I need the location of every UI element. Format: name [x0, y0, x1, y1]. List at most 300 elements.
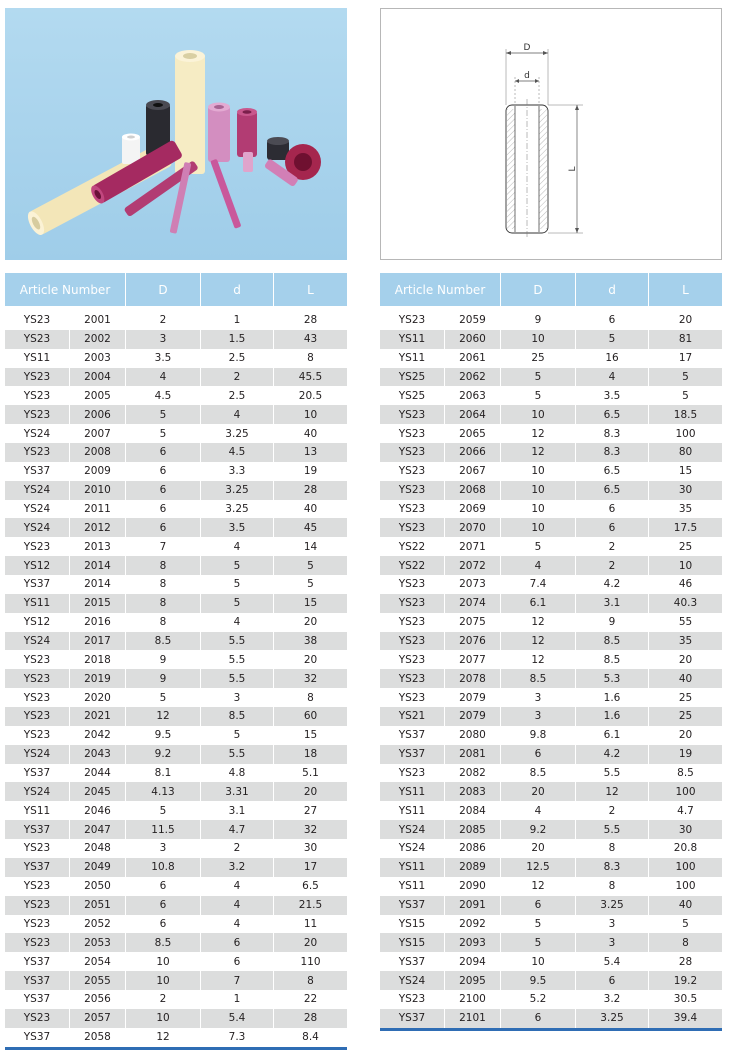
length-cell: 17 — [678, 352, 693, 365]
article-number-cell: 2084 — [445, 801, 501, 820]
article-number-cell: 2075 — [445, 613, 501, 632]
outer-diameter-cell: 7.4 — [501, 575, 576, 594]
table-row — [5, 349, 347, 368]
outer-diameter-cell: 6 — [126, 500, 201, 519]
material-cell: YS23 — [380, 462, 445, 481]
article-number-cell: 2100 — [445, 990, 501, 1009]
inner-diameter-cell: 8 — [576, 877, 649, 896]
article-number-cell: 2067 — [445, 462, 501, 481]
article-number-cell: 2010 — [70, 481, 126, 500]
article-number-cell: 2081 — [445, 745, 501, 764]
outer-diameter-cell: 8 — [126, 594, 201, 613]
material-cell: YS11 — [5, 801, 70, 820]
outer-diameter-cell: 12 — [501, 877, 576, 896]
inner-diameter-cell: 6.5 — [576, 481, 649, 500]
inner-diameter-cell: 1.6 — [576, 688, 649, 707]
length-cell: 25 — [678, 540, 693, 553]
outer-diameter-cell: 6.1 — [501, 594, 576, 613]
material-cell: YS11 — [380, 858, 445, 877]
outer-diameter-cell: 10 — [501, 518, 576, 537]
length-cell: 100 — [675, 427, 696, 440]
article-number-cell: 2017 — [70, 632, 126, 651]
outer-diameter-cell: 10.8 — [126, 858, 201, 877]
outer-diameter-cell: 3 — [501, 688, 576, 707]
material-cell: YS25 — [380, 386, 445, 405]
length-cell: 35 — [678, 635, 693, 648]
article-number-cell: 2014 — [70, 556, 126, 575]
table-row — [5, 820, 347, 839]
article-number-cell: 2021 — [70, 707, 126, 726]
outer-diameter-cell: 6 — [126, 518, 201, 537]
length-cell: 17 — [303, 861, 318, 874]
article-number-cell: 2012 — [70, 518, 126, 537]
outer-diameter-cell: 3 — [126, 839, 201, 858]
material-cell: YS25 — [380, 368, 445, 387]
outer-diameter-cell: 3 — [501, 707, 576, 726]
table-row — [380, 782, 722, 801]
article-number-cell: 2048 — [70, 839, 126, 858]
outer-diameter-cell: 10 — [501, 462, 576, 481]
article-number-cell: 2050 — [70, 877, 126, 896]
material-cell: YS24 — [5, 782, 70, 801]
length-cell: 35 — [678, 503, 693, 516]
outer-diameter-cell: 4.13 — [126, 782, 201, 801]
table-row — [5, 933, 347, 952]
outer-diameter-cell: 9.5 — [501, 971, 576, 990]
material-cell: YS37 — [5, 820, 70, 839]
table-row — [380, 518, 722, 537]
material-cell: YS23 — [380, 311, 445, 330]
article-number-cell: 2042 — [70, 726, 126, 745]
table-row — [5, 481, 347, 500]
outer-diameter-cell: 10 — [126, 952, 201, 971]
table-row — [5, 462, 347, 481]
outer-diameter-cell: 5 — [126, 688, 201, 707]
length-cell: 60 — [303, 710, 318, 723]
table-row — [5, 782, 347, 801]
material-cell: YS24 — [5, 481, 70, 500]
length-cell: 8 — [307, 691, 314, 704]
length-cell: 13 — [303, 446, 318, 459]
length-cell: 81 — [678, 333, 693, 346]
table-row — [380, 575, 722, 594]
inner-diameter-cell: 2 — [576, 801, 649, 820]
inner-diameter-cell: 3.2 — [201, 858, 274, 877]
inner-diameter-cell: 8.3 — [576, 443, 649, 462]
inner-diameter-cell: 4 — [201, 613, 274, 632]
article-number-cell: 2085 — [445, 820, 501, 839]
inner-diameter-cell: 8.5 — [201, 707, 274, 726]
table-row — [5, 952, 347, 971]
length-cell: 40 — [678, 899, 693, 912]
table-row — [5, 518, 347, 537]
table-row — [380, 952, 722, 971]
material-cell: YS23 — [380, 764, 445, 783]
length-cell: 40.3 — [673, 597, 698, 610]
inner-diameter-cell: 7.3 — [201, 1028, 274, 1047]
table-body — [380, 311, 722, 1028]
article-number-cell: 2089 — [445, 858, 501, 877]
material-cell: YS37 — [380, 745, 445, 764]
table-row — [380, 500, 722, 519]
length-cell: 11 — [303, 917, 318, 930]
material-cell: YS23 — [5, 839, 70, 858]
table-row — [5, 707, 347, 726]
table-row — [380, 537, 722, 556]
outer-diameter-cell: 6 — [501, 896, 576, 915]
material-cell: YS24 — [5, 518, 70, 537]
article-number-cell: 2045 — [70, 782, 126, 801]
length-cell: 43 — [303, 333, 318, 346]
length-cell: 17.5 — [673, 521, 698, 534]
outer-diameter-cell: 5 — [501, 386, 576, 405]
article-number-cell: 2077 — [445, 650, 501, 669]
table-row — [5, 801, 347, 820]
material-cell: YS23 — [380, 518, 445, 537]
inner-diameter-cell: 3.1 — [576, 594, 649, 613]
inner-diameter-cell: 3.31 — [201, 782, 274, 801]
length-cell: 20.8 — [673, 842, 698, 855]
inner-diameter-cell: 3.2 — [576, 990, 649, 1009]
length-cell: 15 — [303, 729, 318, 742]
inner-diameter-cell: 3.25 — [576, 1009, 649, 1028]
table-row — [380, 386, 722, 405]
inner-diameter-cell: 8.5 — [576, 650, 649, 669]
length-cell: 40 — [678, 672, 693, 685]
table-row — [5, 896, 347, 915]
length-cell: 28 — [303, 314, 318, 327]
inner-diameter-cell: 4.2 — [576, 745, 649, 764]
outer-diameter-cell: 8 — [126, 556, 201, 575]
header-inner-diameter: d — [576, 273, 649, 306]
material-cell: YS23 — [5, 726, 70, 745]
inner-diameter-cell: 3.1 — [201, 801, 274, 820]
article-number-cell: 2069 — [445, 500, 501, 519]
material-cell: YS23 — [5, 933, 70, 952]
table-row — [380, 820, 722, 839]
article-number-cell: 2003 — [70, 349, 126, 368]
length-cell: 20 — [303, 785, 318, 798]
material-cell: YS23 — [380, 990, 445, 1009]
length-cell: 30 — [678, 823, 693, 836]
inner-diameter-cell: 6.5 — [576, 405, 649, 424]
outer-diameter-cell: 20 — [501, 782, 576, 801]
article-number-cell: 2073 — [445, 575, 501, 594]
outer-diameter-cell: 20 — [501, 839, 576, 858]
length-cell: 40 — [303, 503, 318, 516]
length-cell: 8 — [682, 936, 689, 949]
table-row — [5, 405, 347, 424]
table-row — [380, 368, 722, 387]
length-cell: 8 — [307, 352, 314, 365]
material-cell: YS11 — [5, 594, 70, 613]
material-cell: YS12 — [5, 556, 70, 575]
material-cell: YS24 — [380, 839, 445, 858]
outer-diameter-cell: 5 — [501, 368, 576, 387]
outer-diameter-cell: 2 — [126, 311, 201, 330]
inner-diameter-cell: 3.5 — [201, 518, 274, 537]
material-cell: YS11 — [380, 801, 445, 820]
table-row — [380, 707, 722, 726]
material-cell: YS24 — [5, 500, 70, 519]
table-row — [5, 556, 347, 575]
table-row — [5, 500, 347, 519]
outer-diameter-cell: 6 — [501, 1009, 576, 1028]
length-cell: 40 — [303, 427, 318, 440]
table-row — [5, 688, 347, 707]
article-number-cell: 2083 — [445, 782, 501, 801]
outer-diameter-cell: 6 — [126, 443, 201, 462]
material-cell: YS24 — [5, 632, 70, 651]
material-cell: YS37 — [380, 896, 445, 915]
article-number-cell: 2018 — [70, 650, 126, 669]
table-row — [380, 650, 722, 669]
article-number-cell: 2009 — [70, 462, 126, 481]
inner-diameter-cell: 5.5 — [576, 820, 649, 839]
outer-diameter-cell: 9 — [501, 311, 576, 330]
length-cell: 38 — [303, 635, 318, 648]
length-cell: 20 — [678, 653, 693, 666]
article-number-cell: 2007 — [70, 424, 126, 443]
material-cell: YS23 — [5, 443, 70, 462]
length-cell: 5.1 — [302, 767, 319, 780]
inner-diameter-cell: 7 — [201, 971, 274, 990]
article-number-cell: 2079 — [445, 688, 501, 707]
table-row — [5, 594, 347, 613]
length-cell: 20 — [303, 616, 318, 629]
table-row — [380, 349, 722, 368]
inner-diameter-cell: 5 — [201, 594, 274, 613]
material-cell: YS23 — [380, 481, 445, 500]
outer-diameter-cell: 6 — [501, 745, 576, 764]
article-number-cell: 2011 — [70, 500, 126, 519]
outer-diameter-cell: 9 — [126, 650, 201, 669]
outer-diameter-cell: 10 — [501, 330, 576, 349]
material-cell: YS23 — [5, 650, 70, 669]
article-number-cell: 2055 — [70, 971, 126, 990]
material-cell: YS23 — [380, 575, 445, 594]
material-cell: YS23 — [5, 915, 70, 934]
article-number-cell: 2046 — [70, 801, 126, 820]
article-number-cell: 2001 — [70, 311, 126, 330]
article-number-cell: 2065 — [445, 424, 501, 443]
material-cell: YS11 — [380, 877, 445, 896]
inner-diameter-cell: 4.2 — [576, 575, 649, 594]
length-cell: 100 — [675, 880, 696, 893]
table-row — [380, 801, 722, 820]
material-cell: YS23 — [380, 650, 445, 669]
outer-diameter-cell: 9.8 — [501, 726, 576, 745]
article-number-cell: 2066 — [445, 443, 501, 462]
article-number-cell: 2094 — [445, 952, 501, 971]
length-cell: 28 — [303, 484, 318, 497]
material-cell: YS23 — [380, 594, 445, 613]
material-cell: YS37 — [5, 575, 70, 594]
inner-diameter-cell: 5.5 — [201, 632, 274, 651]
table-row — [5, 1009, 347, 1028]
article-number-cell: 2079 — [445, 707, 501, 726]
outer-diameter-cell: 10 — [501, 500, 576, 519]
article-number-cell: 2053 — [70, 933, 126, 952]
inner-diameter-cell: 2.5 — [201, 349, 274, 368]
table-row — [380, 858, 722, 877]
outer-diameter-cell: 5 — [501, 915, 576, 934]
material-cell: YS23 — [5, 877, 70, 896]
material-cell: YS37 — [380, 1009, 445, 1028]
inner-diameter-cell: 1 — [201, 311, 274, 330]
length-cell: 19 — [678, 748, 693, 761]
length-cell: 32 — [303, 672, 318, 685]
inner-diameter-cell: 6.5 — [576, 462, 649, 481]
table-row — [5, 1028, 347, 1047]
inner-diameter-cell: 5 — [576, 330, 649, 349]
outer-diameter-cell: 9 — [126, 669, 201, 688]
length-cell: 15 — [678, 465, 693, 478]
length-cell: 5 — [682, 371, 689, 383]
outer-diameter-cell: 5 — [126, 801, 201, 820]
table-row — [380, 1009, 722, 1028]
article-number-cell: 2093 — [445, 933, 501, 952]
article-number-cell: 2058 — [70, 1028, 126, 1047]
table-row — [380, 896, 722, 915]
inner-diameter-cell: 4 — [576, 368, 649, 387]
outer-diameter-cell: 12.5 — [501, 858, 576, 877]
article-number-cell: 2092 — [445, 915, 501, 934]
material-cell: YS37 — [5, 952, 70, 971]
outer-diameter-cell: 3.5 — [126, 349, 201, 368]
table-row — [5, 632, 347, 651]
table-row — [380, 556, 722, 575]
article-number-cell: 2043 — [70, 745, 126, 764]
article-number-cell: 2014 — [70, 575, 126, 594]
table-row — [380, 839, 722, 858]
length-cell: 8 — [307, 974, 314, 987]
inner-diameter-cell: 3 — [576, 933, 649, 952]
material-cell: YS37 — [5, 764, 70, 783]
table-row — [380, 424, 722, 443]
length-cell: 20 — [303, 653, 318, 666]
length-cell: 80 — [678, 446, 693, 459]
inner-diameter-cell: 3.3 — [201, 462, 274, 481]
material-cell: YS23 — [5, 669, 70, 688]
material-cell: YS23 — [380, 500, 445, 519]
outer-diameter-cell: 12 — [501, 424, 576, 443]
inner-diameter-cell: 3.25 — [201, 500, 274, 519]
table-row — [380, 594, 722, 613]
outer-diameter-cell: 8.5 — [501, 669, 576, 688]
article-number-cell: 2006 — [70, 405, 126, 424]
inner-diameter-cell: 9 — [576, 613, 649, 632]
inner-diameter-cell: 2 — [576, 537, 649, 556]
length-cell: 27 — [303, 804, 318, 817]
material-cell: YS11 — [5, 349, 70, 368]
article-number-cell: 2071 — [445, 537, 501, 556]
article-number-cell: 2062 — [445, 368, 501, 387]
article-number-cell: 2047 — [70, 820, 126, 839]
material-cell: YS23 — [5, 405, 70, 424]
article-number-cell: 2061 — [445, 349, 501, 368]
outer-diameter-cell: 8.5 — [126, 933, 201, 952]
length-cell: 55 — [678, 616, 693, 629]
outer-diameter-cell: 8.5 — [501, 764, 576, 783]
table-row — [380, 726, 722, 745]
table-row — [380, 971, 722, 990]
length-cell: 6.5 — [302, 880, 319, 893]
material-cell: YS23 — [5, 688, 70, 707]
outer-diameter-cell: 9.2 — [501, 820, 576, 839]
dimension-table-right — [380, 273, 722, 1031]
length-cell: 45.5 — [298, 371, 323, 383]
material-cell: YS23 — [380, 669, 445, 688]
length-cell: 100 — [675, 785, 696, 798]
header-article-number: Article Number — [380, 273, 501, 306]
table-row — [5, 575, 347, 594]
length-cell: 39.4 — [673, 1012, 698, 1025]
article-number-cell: 2019 — [70, 669, 126, 688]
inner-diameter-cell: 6 — [201, 952, 274, 971]
outer-diameter-cell: 2 — [126, 990, 201, 1009]
table-row — [5, 990, 347, 1009]
outer-diameter-cell: 8.1 — [126, 764, 201, 783]
inner-diameter-cell: 2 — [576, 556, 649, 575]
outer-diameter-cell: 10 — [126, 1009, 201, 1028]
inner-diameter-cell: 3 — [201, 688, 274, 707]
article-number-cell: 2074 — [445, 594, 501, 613]
article-number-cell: 2101 — [445, 1009, 501, 1028]
inner-diameter-cell: 8.3 — [576, 424, 649, 443]
inner-diameter-cell: 2 — [201, 839, 274, 858]
article-number-cell: 2060 — [445, 330, 501, 349]
length-cell: 25 — [678, 691, 693, 704]
table-row — [5, 877, 347, 896]
outer-diameter-cell: 8 — [126, 613, 201, 632]
header-article-number: Article Number — [5, 273, 126, 306]
outer-diameter-cell: 12 — [501, 613, 576, 632]
article-number-cell: 2005 — [70, 386, 126, 405]
article-number-cell: 2080 — [445, 726, 501, 745]
length-cell: 5 — [682, 917, 689, 930]
inner-diameter-cell: 6 — [576, 311, 649, 330]
article-number-cell: 2013 — [70, 537, 126, 556]
table-row — [5, 386, 347, 405]
length-cell: 5 — [682, 389, 689, 402]
outer-diameter-cell: 6 — [126, 481, 201, 500]
outer-diameter-cell: 12 — [501, 650, 576, 669]
material-cell: YS37 — [5, 462, 70, 481]
material-cell: YS23 — [380, 405, 445, 424]
material-cell: YS24 — [380, 820, 445, 839]
article-number-cell: 2015 — [70, 594, 126, 613]
length-cell: 20 — [303, 936, 318, 949]
material-cell: YS24 — [5, 745, 70, 764]
article-number-cell: 2082 — [445, 764, 501, 783]
table-row — [5, 858, 347, 877]
article-number-cell: 2063 — [445, 386, 501, 405]
length-cell: 28 — [303, 1012, 318, 1025]
outer-diameter-cell: 9.2 — [126, 745, 201, 764]
table-row — [380, 311, 722, 330]
outer-diameter-cell: 10 — [501, 481, 576, 500]
table-row — [380, 462, 722, 481]
inner-diameter-cell: 1.6 — [576, 707, 649, 726]
inner-diameter-cell: 2 — [201, 368, 274, 387]
table-row — [5, 726, 347, 745]
article-number-cell: 2091 — [445, 896, 501, 915]
material-cell: YS22 — [380, 537, 445, 556]
length-cell: 15 — [303, 597, 318, 610]
article-number-cell: 2054 — [70, 952, 126, 971]
inner-diameter-cell: 5.5 — [201, 650, 274, 669]
